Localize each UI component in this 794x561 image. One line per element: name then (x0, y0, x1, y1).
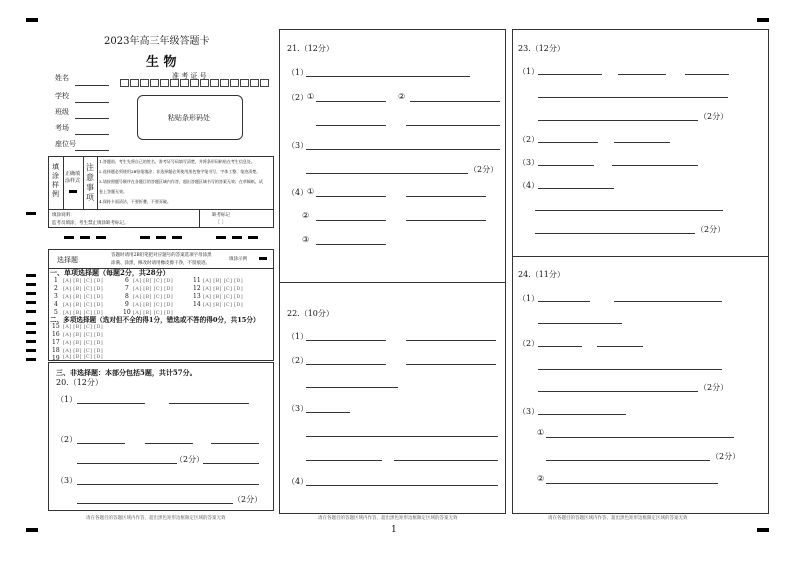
instructions-box (48, 156, 274, 228)
q21-part-3-label: （3） (287, 141, 309, 150)
answer-line[interactable] (211, 443, 259, 444)
question-number: 18 (52, 347, 60, 354)
footer-note-middle: 请在各题目的答题区域内作答，超出黑色矩形边框限定区域的答案无效 (318, 516, 458, 521)
q20-heading: 20.（12分） (56, 378, 103, 387)
answer-options[interactable]: [A] [B] [C] [D] (203, 286, 243, 292)
barcode-label: 粘贴条形码处 (168, 114, 210, 122)
answer-line[interactable] (406, 220, 486, 221)
timing-mark (26, 212, 36, 215)
q22-part-2-label: （2） (287, 356, 309, 365)
multiple-choice-area (48, 249, 274, 361)
correct-fill-label: 正确填涂样式 (65, 171, 81, 184)
answer-line[interactable] (597, 346, 643, 347)
answer-line[interactable] (394, 460, 498, 461)
q20-part-2-label: （2） (56, 435, 78, 444)
answer-line[interactable] (612, 165, 698, 166)
registration-mark-top-left (26, 18, 38, 22)
question-number: 13 (193, 293, 201, 300)
question-number: 11 (193, 277, 201, 284)
q21-circle-1: ① (307, 92, 315, 101)
q22-part-1-label: （1） (287, 332, 309, 341)
question-number: 2 (54, 285, 58, 292)
q24-part-2-label: （2） (518, 339, 540, 348)
q23-part-1-label: （1） (518, 67, 540, 76)
score-label: （2分） (469, 165, 499, 174)
answer-line[interactable] (538, 369, 722, 370)
question-number: 4 (54, 301, 58, 308)
question-number: 8 (125, 293, 129, 300)
question-number: 17 (52, 339, 60, 346)
notice-line: 3.请按照题号顺序在各题目的答题区域内作答，超出答题区域书写的答案无效；在草稿纸、试 (99, 179, 263, 184)
answer-line[interactable] (406, 364, 496, 365)
answer-line[interactable] (535, 210, 723, 211)
answer-options[interactable]: [A] [B] [C] [D] (203, 278, 243, 284)
answer-line[interactable] (538, 346, 582, 347)
answer-line[interactable] (316, 220, 386, 221)
answer-options[interactable]: [A] [B] [C] [D] (63, 278, 103, 284)
score-label: （2分） (699, 383, 729, 392)
answer-line[interactable] (538, 391, 698, 392)
timing-mark (248, 236, 258, 239)
timing-mark (26, 301, 36, 304)
q21-heading: 21.（12分） (287, 44, 334, 53)
field-label-room: 考场 (55, 124, 69, 132)
answer-options[interactable]: [A] [B] [C] [D] (133, 294, 173, 300)
answer-options[interactable]: [A] [B] [C] [D] (133, 278, 173, 284)
answer-line[interactable] (169, 403, 249, 404)
subject-name: 生 物 (146, 55, 177, 70)
answer-line[interactable] (306, 387, 398, 388)
score-label: （2分） (711, 452, 741, 461)
registration-mark-bottom-right (757, 528, 769, 532)
q24-part-1-label: （1） (518, 294, 540, 303)
timing-mark (80, 236, 90, 239)
q20-part-3-label: （3） (56, 476, 78, 485)
question-number: 9 (125, 301, 129, 308)
answer-line[interactable] (306, 436, 498, 437)
question-number: 5 (54, 309, 58, 316)
registration-mark-bottom-left (26, 528, 38, 532)
answer-line[interactable] (77, 443, 125, 444)
question-number: 6 (125, 277, 129, 284)
answer-line[interactable] (538, 142, 598, 143)
answer-options[interactable]: [A] [B] [C] [D] (203, 294, 243, 300)
question-number: 15 (52, 323, 60, 330)
sheet-title: 2023年高三年级答题卡 (104, 36, 210, 47)
answer-line[interactable] (614, 142, 670, 143)
field-input-seat[interactable] (75, 150, 109, 151)
timing-mark (140, 236, 150, 239)
answer-options[interactable]: [A] [B] [C] [D] (133, 302, 173, 308)
answer-line[interactable] (406, 340, 496, 341)
answer-line[interactable] (618, 74, 666, 75)
q22-heading: 22.（10分） (287, 309, 334, 318)
notice-line: 1.答题前，考生先将自己的姓名、准考证号码填写清楚，并将条形码粘贴在考生信息处。 (99, 159, 255, 164)
field-label-name: 姓名 (55, 74, 69, 82)
answer-options[interactable]: [A] [B] [C] [D] (63, 332, 103, 338)
answer-line[interactable] (535, 233, 695, 234)
page-number: 1 (391, 525, 397, 535)
score-label: （2分） (175, 455, 205, 464)
q21-circle-2: ② (302, 211, 310, 220)
proctor-note-line2: 监考员填涂，考生禁止填涂缺考标记。 (52, 221, 129, 226)
answer-line[interactable] (77, 463, 177, 464)
timing-mark (26, 283, 36, 286)
answer-line[interactable] (203, 463, 259, 464)
barcode-area (137, 95, 243, 140)
answer-options[interactable]: [A] [B] [C] [D] (133, 310, 173, 316)
answer-line[interactable] (538, 414, 626, 415)
q21-part-2-label: （2） (287, 93, 309, 102)
timing-mark (26, 340, 36, 343)
question-number: 10 (123, 309, 131, 316)
correct-fill-sample (69, 190, 77, 193)
question-number: 3 (54, 293, 58, 300)
q20-part-1-label: （1） (56, 395, 78, 404)
answer-line[interactable] (306, 340, 386, 341)
answer-line[interactable] (145, 443, 193, 444)
proctor-note: 填涂说明： (52, 213, 75, 218)
exam-number-label: 准 考 证 号 (172, 72, 207, 80)
answer-line[interactable] (538, 165, 594, 166)
timing-mark (156, 236, 166, 239)
answer-options[interactable]: [A] [B] [C] [D] (63, 294, 103, 300)
answer-line[interactable] (306, 173, 468, 174)
timing-mark (26, 274, 36, 277)
q24-circle-2: ② (537, 474, 545, 483)
timing-mark (26, 322, 36, 325)
q22-part-4-label: （4） (287, 477, 309, 486)
answer-options[interactable]: [A] [B] [C] [D] (63, 354, 103, 360)
answer-line[interactable] (316, 196, 386, 197)
timing-mark (26, 292, 36, 295)
timing-mark (216, 236, 226, 239)
answer-options[interactable]: [A] [B] [C] [D] (133, 286, 173, 292)
answer-line[interactable] (538, 120, 698, 121)
timing-mark (96, 236, 106, 239)
q21-part-1-label: （1） (287, 68, 309, 77)
footer-note-right: 请在各题目的答题区域内作答，超出黑色矩形边框限定区域的答案无效 (548, 516, 688, 521)
timing-mark (26, 358, 36, 361)
answer-line[interactable] (77, 484, 259, 485)
answer-line[interactable] (685, 74, 729, 75)
absent-label: 缺考标记 (212, 213, 230, 218)
answer-options[interactable]: [A] [B] [C] [D] (63, 302, 103, 308)
q21-circle-3: ③ (302, 235, 310, 244)
mc-note-1: 答题时请用2B铅笔把对应题号的答案选项字母涂黑 (111, 253, 212, 258)
answer-line[interactable] (538, 188, 614, 189)
section3-title: 三、非选择题：本部分包括5题，共计57分。 (56, 368, 197, 377)
answer-line[interactable] (77, 403, 145, 404)
q21-circle-1: ① (307, 187, 315, 196)
answer-line[interactable] (306, 149, 500, 150)
q24-part-3-label: （3） (518, 407, 540, 416)
notice-line: 卷上答题无效。 (99, 189, 127, 194)
mc-example-label: 填涂示例 (229, 257, 247, 262)
q23-heading: 23.（12分） (518, 44, 565, 53)
answer-line[interactable] (306, 412, 350, 413)
timing-mark (26, 310, 36, 313)
answer-line[interactable] (410, 101, 500, 102)
answer-options[interactable]: [A] [B] [C] [D] (63, 324, 103, 330)
mc-note-2: 涂满、涂黑，修改时请用橡皮擦干净，不留痕迹。 (111, 261, 210, 266)
field-label-seat: 座位号 (55, 140, 76, 148)
question-20-area[interactable] (48, 362, 274, 511)
answer-line[interactable] (546, 460, 710, 461)
mc-label: 选择题 (57, 256, 78, 264)
sample-label: 填涂样例 (52, 163, 59, 198)
footer-note-left: 请在各题目的答题区域内作答，超出黑色矩形边框限定区域的答案无效 (86, 516, 226, 521)
answer-line[interactable] (406, 196, 486, 197)
question-number: 7 (125, 285, 129, 292)
registration-mark-top-right (757, 18, 769, 22)
q21-part-4-label: （4） (287, 188, 309, 197)
field-label-class: 班级 (55, 108, 69, 116)
notice-label: 注意事项 (86, 163, 94, 202)
timing-mark (232, 236, 242, 239)
question-number: 16 (52, 331, 60, 338)
field-input-room[interactable] (75, 134, 109, 135)
answer-line[interactable] (316, 244, 386, 245)
answer-line[interactable] (306, 485, 498, 486)
answer-line[interactable] (546, 437, 734, 438)
score-label: （2分） (696, 225, 726, 234)
section1-title: 一、单项选择题（每题2分，共28分） (50, 268, 170, 277)
answer-options[interactable]: [A] [B] [C] [D] (63, 348, 103, 354)
notice-line: 4.保持卡面清洁，不要折叠、不要弄破。 (99, 199, 171, 204)
answer-line[interactable] (538, 301, 590, 302)
answer-line[interactable] (77, 503, 233, 504)
q23-part-4-label: （4） (518, 181, 540, 190)
field-input-class[interactable] (75, 118, 109, 119)
absent-box[interactable]: 〔 〕 (215, 220, 227, 226)
answer-line[interactable] (546, 483, 718, 484)
answer-line[interactable] (316, 101, 386, 102)
exam-number-grid[interactable] (120, 79, 270, 87)
answer-options[interactable]: [A] [B] [C] [D] (63, 286, 103, 292)
field-input-name[interactable] (75, 85, 109, 86)
answer-line[interactable] (614, 301, 722, 302)
field-label-school: 学校 (55, 92, 69, 100)
question-number: 14 (193, 301, 201, 308)
q23-part-2-label: （2） (518, 135, 540, 144)
answer-options[interactable]: [A] [B] [C] [D] (63, 340, 103, 346)
mc-example-fill (259, 257, 267, 260)
question-number: 1 (54, 277, 58, 284)
answer-line[interactable] (538, 323, 622, 324)
timing-mark (64, 236, 74, 239)
answer-line[interactable] (306, 76, 470, 77)
answer-line[interactable] (538, 74, 602, 75)
answer-line[interactable] (306, 364, 386, 365)
answer-options[interactable]: [A] [B] [C] [D] (63, 310, 103, 316)
answer-options[interactable]: [A] [B] [C] [D] (203, 302, 243, 308)
score-label: （2分） (233, 495, 263, 504)
q24-circle-1: ① (537, 428, 545, 437)
q24-heading: 24.（11分） (518, 270, 565, 279)
notice-line: 2.选择题必须使用2B铅笔填涂；非选择题必须使用黑色签字笔书写，字体工整、笔迹清楚。 (99, 169, 261, 174)
q23-part-3-label: （3） (518, 158, 540, 167)
q22-part-3-label: （3） (287, 404, 309, 413)
timing-mark (172, 236, 182, 239)
timing-mark (26, 349, 36, 352)
answer-line[interactable] (316, 125, 386, 126)
answer-line[interactable] (306, 460, 382, 461)
field-input-school[interactable] (75, 102, 109, 103)
question-number: 19 (52, 355, 60, 362)
answer-line[interactable] (406, 125, 500, 126)
section2-title: 二、多项选择题（选对但不全的得1分，错选或不答的得0分，共15分） (50, 316, 260, 324)
question-number: 12 (193, 285, 201, 292)
timing-mark (26, 331, 36, 334)
answer-line[interactable] (538, 97, 728, 98)
score-label: （2分） (699, 112, 729, 121)
q21-circle-2: ② (398, 92, 406, 101)
